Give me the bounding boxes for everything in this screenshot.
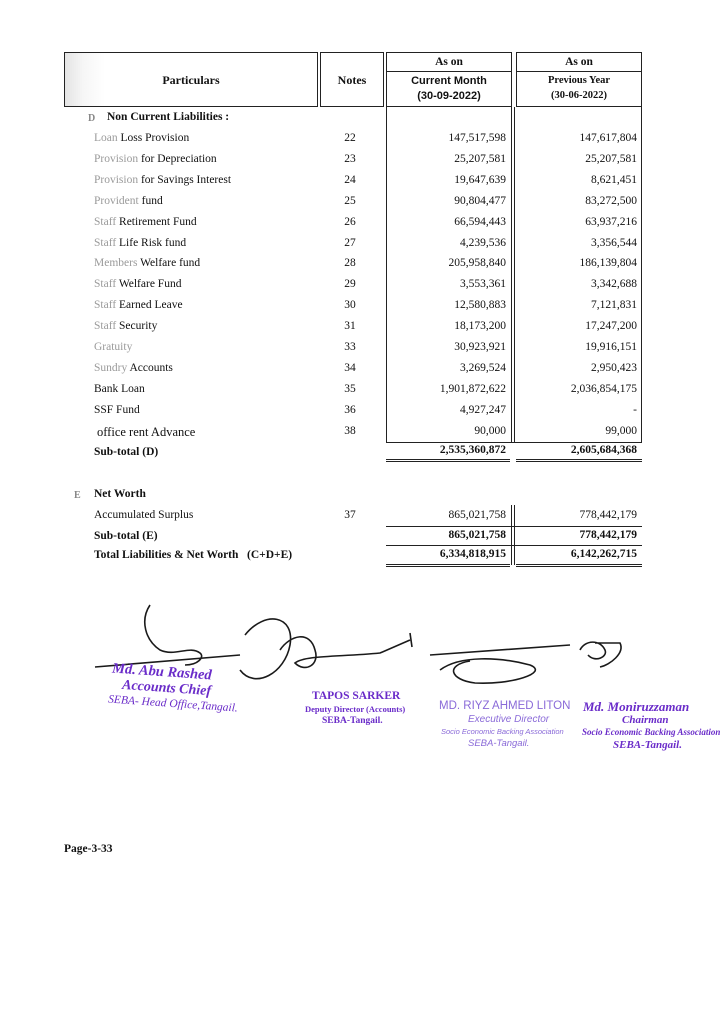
subtotal-e-label: Sub-total (E) <box>94 530 158 542</box>
rule-current-left <box>386 107 387 442</box>
rule-previous-right <box>641 107 642 442</box>
row-previous: 99,000 <box>605 425 637 437</box>
header-previous-date: (30-06-2022) <box>551 90 607 101</box>
row-current: 12,580,883 <box>454 299 506 311</box>
sig4-title: Chairman <box>622 714 669 726</box>
row-note: 29 <box>344 278 356 290</box>
row-label: Staff Retirement Fund <box>94 216 197 228</box>
row-previous: 147,617,804 <box>579 132 637 144</box>
row-current: 3,269,524 <box>460 362 506 374</box>
sig4-org: Socio Economic Backing Association <box>582 727 721 737</box>
header-previous-cell <box>516 52 642 107</box>
row-previous: 3,342,688 <box>591 278 637 290</box>
row-e-previous: 778,442,179 <box>579 509 637 521</box>
row-note: 26 <box>344 216 356 228</box>
row-previous: 186,139,804 <box>579 257 637 269</box>
total-current: 6,334,818,915 <box>439 548 506 560</box>
row-current: 205,958,840 <box>448 257 506 269</box>
row-previous: 19,916,151 <box>585 341 637 353</box>
row-previous: 7,121,831 <box>591 299 637 311</box>
row-label-faded-word: Provident <box>94 195 139 207</box>
row-note: 24 <box>344 174 356 186</box>
total-label <box>94 549 292 561</box>
row-previous: 17,247,200 <box>585 320 637 332</box>
row-note: 36 <box>344 404 356 416</box>
row-e-note: 37 <box>344 509 356 521</box>
row-e-current: 865,021,758 <box>448 509 506 521</box>
row-label: office rent Advance <box>97 425 196 439</box>
rule-current-right-a <box>511 107 512 442</box>
total-previous-underline <box>516 564 642 567</box>
row-current: 66,594,443 <box>454 216 506 228</box>
header-notes-cell <box>320 52 384 107</box>
row-label: Staff Welfare Fund <box>94 278 182 290</box>
sig2-org: SEBA-Tangail. <box>322 716 383 726</box>
total-formula: (C+D+E) <box>247 549 293 561</box>
sig1-title: Accounts Chief <box>121 677 212 700</box>
row-label: Staff Earned Leave <box>94 299 183 311</box>
header-notes: Notes <box>337 73 367 87</box>
row-current: 1,901,872,622 <box>439 383 506 395</box>
row-label-faded-word: Staff <box>94 320 117 332</box>
row-label: Members Welfare fund <box>94 257 201 269</box>
row-note: 25 <box>344 195 356 207</box>
section-d-marker: D <box>88 113 96 124</box>
sig2-name: TAPOS SARKER <box>312 690 401 702</box>
row-note: 31 <box>344 320 356 332</box>
subtotal-d-previous-underline <box>516 459 642 462</box>
sig3-org: Socio Economic Backing Association <box>441 727 564 736</box>
row-previous: 2,950,423 <box>591 362 637 374</box>
header-previous-as-on: As on <box>565 56 593 68</box>
row-current: 3,553,361 <box>460 278 506 290</box>
header-current-as-on: As on <box>435 56 463 68</box>
rule-e-mid-a <box>511 505 512 565</box>
row-previous: 8,621,451 <box>591 174 637 186</box>
section-e-rule <box>386 526 642 527</box>
row-previous: 83,272,500 <box>585 195 637 207</box>
header-current-cell <box>386 52 512 107</box>
row-previous: 63,937,216 <box>585 216 637 228</box>
sig2-title: Deputy Director (Accounts) <box>305 704 406 714</box>
row-note: 35 <box>344 383 356 395</box>
row-label: Bank Loan <box>94 383 145 395</box>
total-previous: 6,142,262,715 <box>570 548 637 560</box>
row-label-faded-word: Provision <box>94 153 139 165</box>
subtotal-d-current-underline <box>386 459 510 462</box>
section-d-title: Non Current Liabilities : <box>107 111 230 123</box>
row-note: 38 <box>344 425 356 437</box>
subtotal-d-label: Sub-total (D) <box>94 446 159 458</box>
sig3-name: MD. RIYZ AHMED LITON <box>439 700 571 712</box>
total-current-underline <box>386 564 510 567</box>
row-previous: - <box>633 404 637 416</box>
row-previous: 3,356,544 <box>591 237 637 249</box>
row-label-faded-word: Staff <box>94 278 117 290</box>
row-current: 4,239,536 <box>460 237 506 249</box>
sig4-org2: SEBA-Tangail. <box>613 739 682 751</box>
row-label: Provision for Savings Interest <box>94 174 232 186</box>
row-label-faded-word: Provision <box>94 174 139 186</box>
row-e-label: Accumulated Surplus <box>94 509 194 521</box>
rule-current-right-b <box>514 107 515 442</box>
row-label-faded-word: Staff <box>94 216 117 228</box>
section-d-rule <box>386 442 642 443</box>
row-note: 34 <box>344 362 356 374</box>
row-current: 25,207,581 <box>454 153 506 165</box>
header-current-date: (30-09-2022) <box>417 90 481 102</box>
row-note: 30 <box>344 299 356 311</box>
sig3-org2: SEBA-Tangail. <box>468 738 530 749</box>
row-note: 33 <box>344 341 356 353</box>
sig1-org: SEBA- Head Office,Tangail. <box>107 693 239 715</box>
row-note: 27 <box>344 237 356 249</box>
row-label: Loan Loss Provision <box>94 132 190 144</box>
row-label: Sundry Accounts <box>94 362 173 374</box>
sig4-name: Md. Moniruzzaman <box>583 699 690 714</box>
header-previous-divider <box>517 71 641 72</box>
row-note: 22 <box>344 132 356 144</box>
total-label-text: Total Liabilities & Net Worth <box>94 549 239 561</box>
row-current: 90,000 <box>474 425 506 437</box>
row-label-faded-word: Staff <box>94 237 117 249</box>
subtotal-e-rule <box>386 545 642 546</box>
row-label-faded-word: Staff <box>94 299 117 311</box>
row-note: 23 <box>344 153 356 165</box>
row-previous: 2,036,854,175 <box>570 383 637 395</box>
header-current-divider <box>387 71 511 72</box>
header-particulars: Particulars <box>162 73 220 87</box>
row-label-faded-word: Sundry <box>94 362 128 374</box>
row-previous: 25,207,581 <box>585 153 637 165</box>
row-label: Gratuity <box>94 341 133 353</box>
subtotal-e-current: 865,021,758 <box>448 529 506 541</box>
row-note: 28 <box>344 257 356 269</box>
subtotal-d-current: 2,535,360,872 <box>439 444 506 456</box>
sig1-name: Md. Abu Rashed <box>111 660 213 684</box>
subtotal-e-previous: 778,442,179 <box>579 529 637 541</box>
row-current: 4,927,247 <box>460 404 506 416</box>
header-previous-label: Previous Year <box>547 75 611 86</box>
sig3-title: Executive Director <box>468 714 550 725</box>
header-particulars-cell <box>64 52 318 107</box>
row-current: 30,923,921 <box>454 341 506 353</box>
section-e-marker: E <box>74 490 81 501</box>
row-label: SSF Fund <box>94 404 140 416</box>
row-label: Provision for Depreciation <box>94 153 217 165</box>
row-label-faded-word: Loan <box>94 132 118 144</box>
page-number: Page-3-33 <box>64 843 113 855</box>
header-current-label: Current Month <box>411 75 487 87</box>
row-label-faded-word: Members <box>94 257 138 269</box>
row-current: 18,173,200 <box>454 320 506 332</box>
section-e-title: Net Worth <box>94 488 146 500</box>
rule-e-mid-b <box>514 505 515 565</box>
subtotal-d-previous: 2,605,684,368 <box>570 444 637 456</box>
row-label: Provident fund <box>94 195 163 207</box>
row-label: Staff Security <box>94 320 158 332</box>
row-current: 90,804,477 <box>454 195 506 207</box>
row-label: Staff Life Risk fund <box>94 237 187 249</box>
row-current: 147,517,598 <box>448 132 506 144</box>
row-current: 19,647,639 <box>454 174 506 186</box>
